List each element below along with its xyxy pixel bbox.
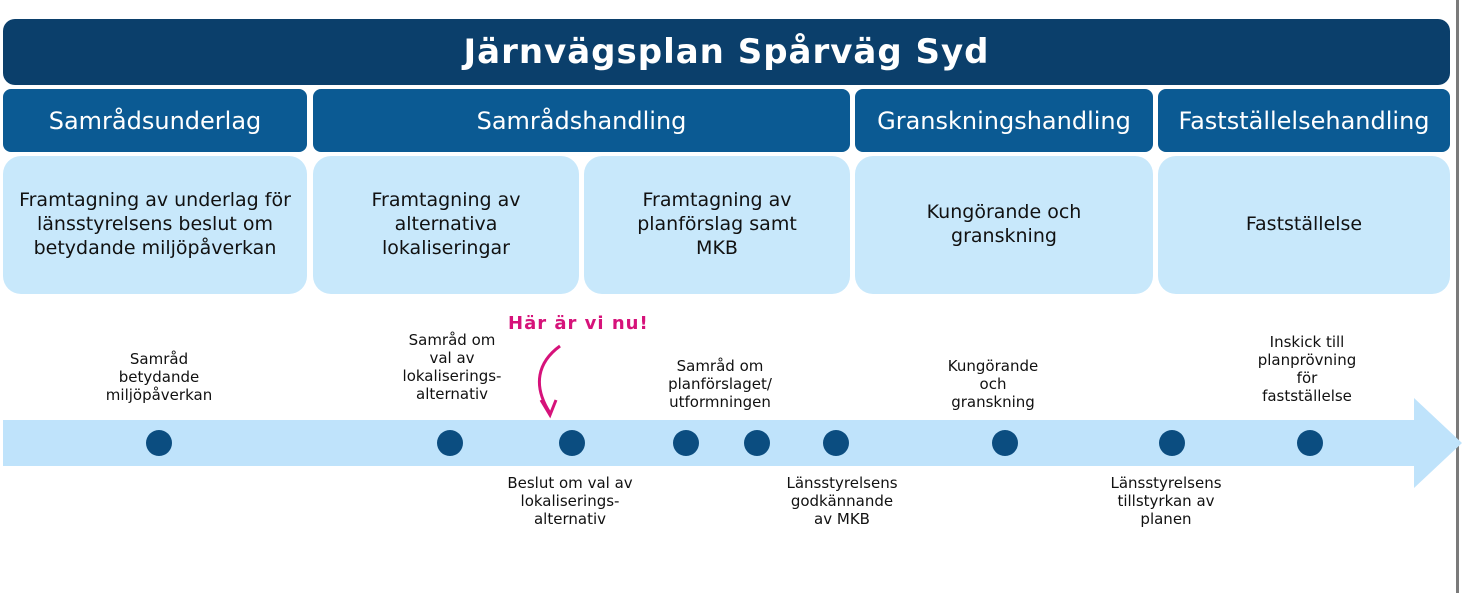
- milestone-dot: [559, 430, 585, 456]
- milestone-label-samrad-lokalisering: Samråd om val av lokaliserings- alternativ: [402, 331, 502, 403]
- milestone-label-kungorande: Kungörande och granskning: [947, 357, 1039, 411]
- milestone-label-tillstyrkan: Länsstyrelsens tillstyrkan av planen: [1110, 474, 1222, 528]
- phase-samradsunderlag: Samrådsunderlag: [3, 89, 307, 152]
- here-we-are-label: Här är vi nu!: [508, 313, 649, 334]
- here-pointer-head: [541, 400, 556, 415]
- milestone-dot: [823, 430, 849, 456]
- phase-granskningshandling: Granskningshandling: [855, 89, 1153, 152]
- step-planforslag-text: Framtagning av planförslag samt MKB: [637, 189, 797, 259]
- milestone-dot: [673, 430, 699, 456]
- phase-samradshandling: Samrådshandling: [313, 89, 850, 152]
- step-underlag-text: Framtagning av underlag för länsstyrelsens beslut om betydande miljöpåverkan: [19, 189, 291, 259]
- timeline-arrow-shape: [3, 398, 1462, 488]
- phase-faststallelsehandling: Fastställelsehandling: [1158, 89, 1450, 152]
- milestone-label-inskick: Inskick till planprövning för fastställelse: [1257, 333, 1357, 405]
- milestone-dot: [146, 430, 172, 456]
- milestone-dot: [437, 430, 463, 456]
- milestone-dot: [1297, 430, 1323, 456]
- milestone-label-samrad-miljo: Samråd betydande miljöpåverkan: [105, 350, 213, 404]
- milestone-label-samrad-planforslag: Samråd om planförslaget/ utformningen: [668, 357, 772, 411]
- step-alternativa-text: Framtagning av alternativa lokaliseringar: [371, 189, 521, 259]
- step-faststallelse-text: Fastställelse: [1245, 213, 1363, 236]
- diagram-title: Järnvägsplan Spårväg Syd: [3, 19, 1450, 85]
- milestone-dot: [992, 430, 1018, 456]
- milestone-dot: [1159, 430, 1185, 456]
- milestone-label-beslut: Beslut om val av lokaliserings- alternativ: [507, 474, 633, 528]
- step-kungorande-text: Kungörande och granskning: [926, 201, 1082, 247]
- milestone-dot: [744, 430, 770, 456]
- milestone-label-godkannande: Länsstyrelsens godkännande av MKB: [786, 474, 898, 528]
